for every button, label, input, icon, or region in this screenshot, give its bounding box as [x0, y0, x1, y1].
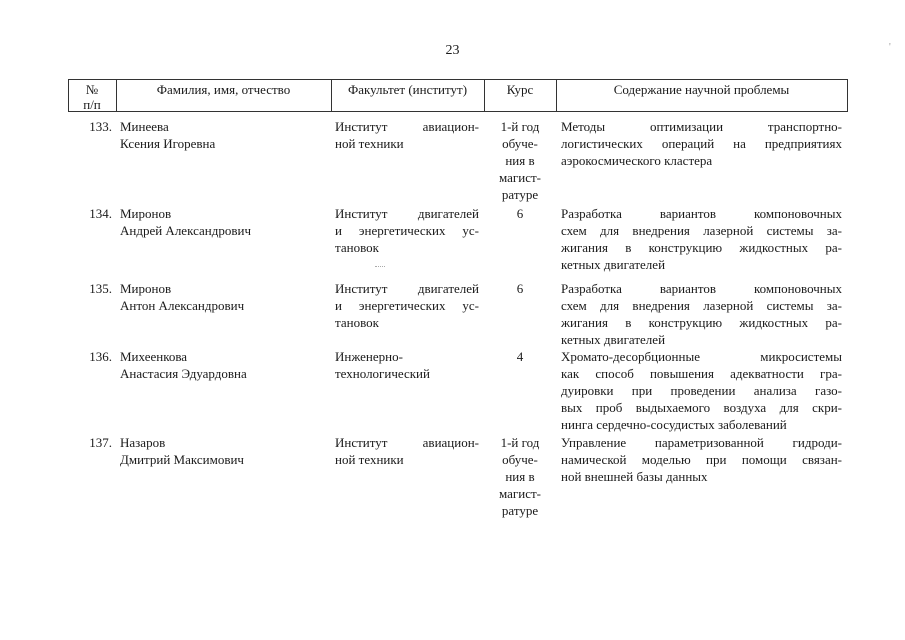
student-name — [120, 280, 325, 314]
student-name — [120, 434, 325, 468]
faculty-line: тановок — [335, 240, 379, 255]
header-num-line1: № — [85, 82, 99, 97]
topic-line: логистических операций на предприятиях — [561, 136, 842, 151]
topic-line: вых проб выдыхаемого воздуха для скри- — [561, 400, 842, 415]
topic-line: нинга сердечно-сосудистых заболеваний — [561, 417, 787, 432]
faculty-line: Институт авиацион- — [335, 435, 479, 450]
faculty-line: технологический — [335, 366, 430, 381]
table-header — [68, 79, 848, 112]
course-line: 1-й год — [500, 435, 540, 450]
corner-mark: ' — [889, 42, 891, 53]
course — [488, 205, 552, 222]
faculty — [335, 434, 479, 468]
topic-line: схем для внедрения лазерной системы за- — [561, 298, 842, 313]
course-line: 1-й год — [500, 119, 540, 134]
surname: Назаров — [120, 435, 166, 450]
header-topic: Содержание научной проблемы — [613, 82, 790, 97]
student-name — [120, 348, 325, 382]
topic-line: жигания в конструкцию жидкостных ра- — [561, 240, 842, 255]
course — [488, 280, 552, 297]
faculty-line: Институт двигателей — [335, 281, 479, 296]
header-course: Курс — [506, 82, 534, 97]
surname: Минеева — [120, 119, 169, 134]
course — [488, 434, 552, 519]
faculty-line: ной техники — [335, 136, 404, 151]
research-topic — [561, 205, 842, 273]
topic-line: как способ повышения адекватности гра- — [561, 366, 842, 381]
header-divider — [847, 80, 848, 111]
faculty — [335, 205, 479, 256]
faculty-line: и энергетических ус- — [335, 223, 479, 238]
faculty-line: тановок — [335, 315, 379, 330]
topic-line: Хромато-десорбционные микросистемы — [561, 349, 842, 364]
research-topic — [561, 118, 842, 169]
header-faculty: Факультет (институт) — [347, 82, 468, 97]
scan-speck — [375, 266, 385, 269]
topic-line: кетных двигателей — [561, 332, 666, 347]
page-number: 23 — [445, 43, 460, 58]
topic-line: жигания в конструкцию жидкостных ра- — [561, 315, 842, 330]
surname: Михеенкова — [120, 349, 188, 364]
faculty — [335, 118, 479, 152]
research-topic — [561, 348, 842, 433]
course-line: 4 — [516, 349, 524, 364]
faculty-line: Институт двигателей — [335, 206, 479, 221]
row-number: 137. — [89, 435, 112, 450]
course-line: 6 — [516, 206, 524, 221]
faculty-line: Институт авиацион- — [335, 119, 479, 134]
course-line: обуче- — [502, 136, 538, 151]
faculty — [335, 348, 479, 382]
topic-line: ной внешней базы данных — [561, 469, 708, 484]
faculty-line: Инженерно- — [335, 349, 403, 364]
header-name: Фамилия, имя, отчество — [156, 82, 291, 97]
course-line: магист- — [499, 486, 541, 501]
topic-line: Методы оптимизации транспортно- — [561, 119, 842, 134]
row-number: 133. — [89, 119, 112, 134]
course-line: ратуре — [501, 187, 539, 202]
student-name — [120, 205, 325, 239]
topic-line: кетных двигателей — [561, 257, 666, 272]
given-names: Андрей Александрович — [120, 223, 251, 238]
faculty-line: и энергетических ус- — [335, 298, 479, 313]
surname: Миронов — [120, 206, 172, 221]
surname: Миронов — [120, 281, 172, 296]
topic-line: схем для внедрения лазерной системы за- — [561, 223, 842, 238]
course-line: ратуре — [501, 503, 539, 518]
topic-line: Разработка вариантов компоновочных — [561, 281, 842, 296]
research-topic — [561, 434, 842, 485]
faculty — [335, 280, 479, 331]
student-name — [120, 118, 325, 152]
given-names: Анастасия Эдуардовна — [120, 366, 247, 381]
course-line: ния в — [505, 153, 535, 168]
given-names: Ксения Игоревна — [120, 136, 216, 151]
row-number: 134. — [89, 206, 112, 221]
topic-line: Разработка вариантов компоновочных — [561, 206, 842, 221]
faculty-line: ной техники — [335, 452, 404, 467]
course-line: ния в — [505, 469, 535, 484]
topic-line: дуировки при проведении анализа газо- — [561, 383, 842, 398]
course — [488, 118, 552, 203]
header-num-line2: п/п — [83, 97, 101, 112]
topic-line: намической моделью при помощи связан- — [561, 452, 842, 467]
given-names: Антон Александрович — [120, 298, 245, 313]
row-number: 136. — [89, 349, 112, 364]
given-names: Дмитрий Максимович — [120, 452, 244, 467]
course — [488, 348, 552, 365]
course-line: обуче- — [502, 452, 538, 467]
row-number: 135. — [89, 281, 112, 296]
course-line: 6 — [516, 281, 524, 296]
topic-line: аэрокосмического кластера — [561, 153, 713, 168]
course-line: магист- — [499, 170, 541, 185]
research-topic — [561, 280, 842, 348]
topic-line: Управление параметризованной гидроди- — [561, 435, 842, 450]
header-num — [68, 82, 116, 112]
